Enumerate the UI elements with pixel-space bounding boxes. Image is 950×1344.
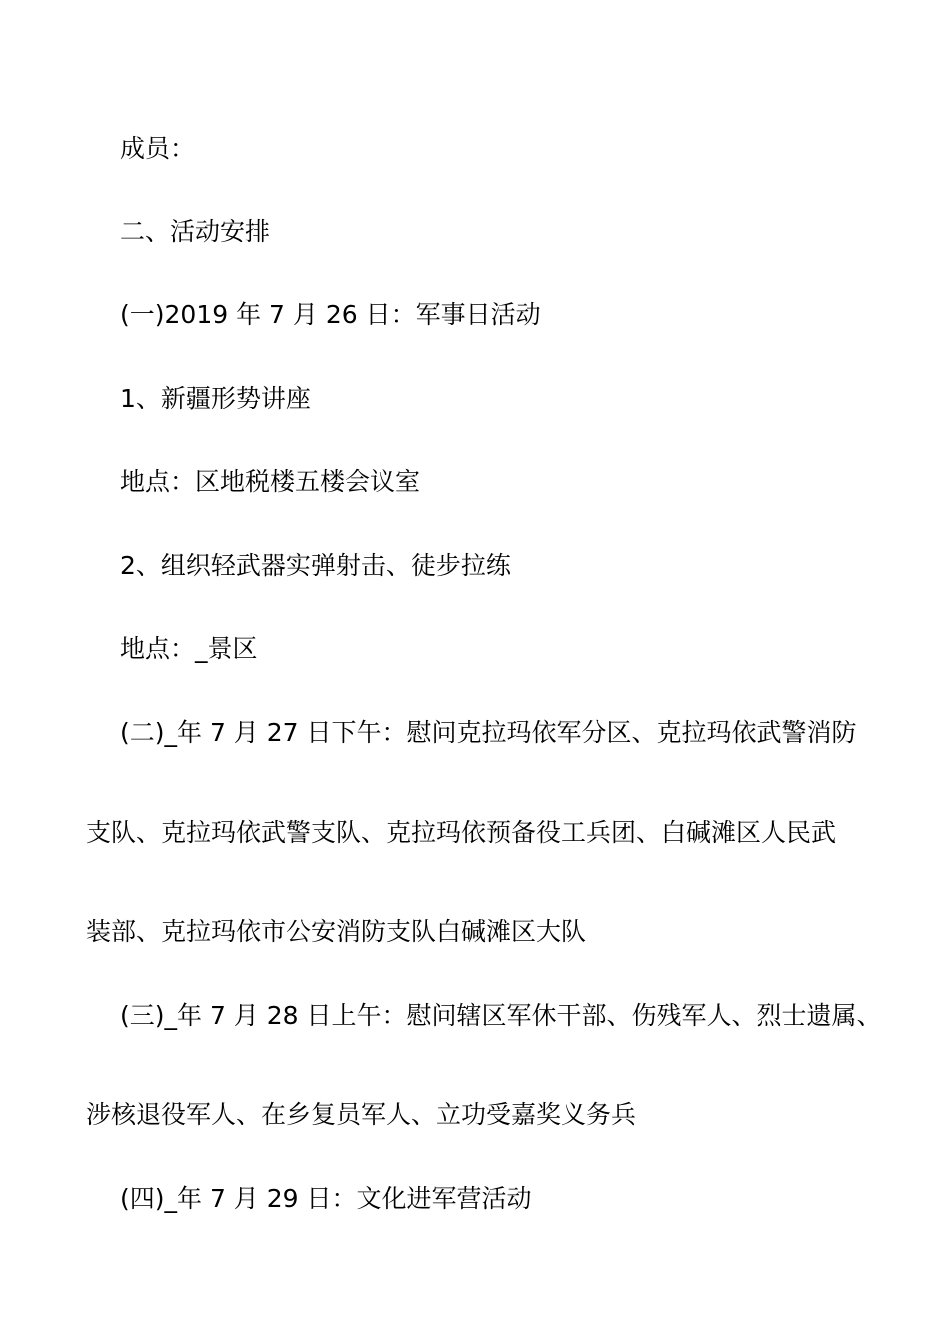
members-label: 成员： (120, 134, 196, 163)
item-2-continued-1: 支队、克拉玛依武警支队、克拉玛依预备役工兵团、白碱滩区人民武 (86, 818, 837, 847)
item-3-heading: (三)_年 7 月 28 日上午：慰问辖区军休干部、伤残军人、烈士遗属、 (120, 1001, 882, 1030)
location-lecture: 地点：区地税楼五楼会议室 (120, 467, 421, 496)
item-1-heading: (一)2019 年 7 月 26 日：军事日活动 (120, 300, 541, 329)
subitem-shooting: 2、组织轻武器实弹射击、徒步拉练 (120, 551, 511, 580)
item-3-continued: 涉核退役军人、在乡复员军人、立功受嘉奖义务兵 (86, 1100, 637, 1129)
item-4-heading: (四)_年 7 月 29 日：文化进军营活动 (120, 1184, 532, 1213)
subitem-lecture: 1、新疆形势讲座 (120, 384, 311, 413)
item-2-heading: (二)_年 7 月 27 日下午：慰问克拉玛依军分区、克拉玛依武警消防 (120, 718, 857, 747)
section-heading-activity-arrangement: 二、活动安排 (120, 217, 271, 246)
location-shooting: 地点：_景区 (120, 634, 258, 663)
item-2-continued-2: 装部、克拉玛依市公安消防支队白碱滩区大队 (86, 917, 587, 946)
